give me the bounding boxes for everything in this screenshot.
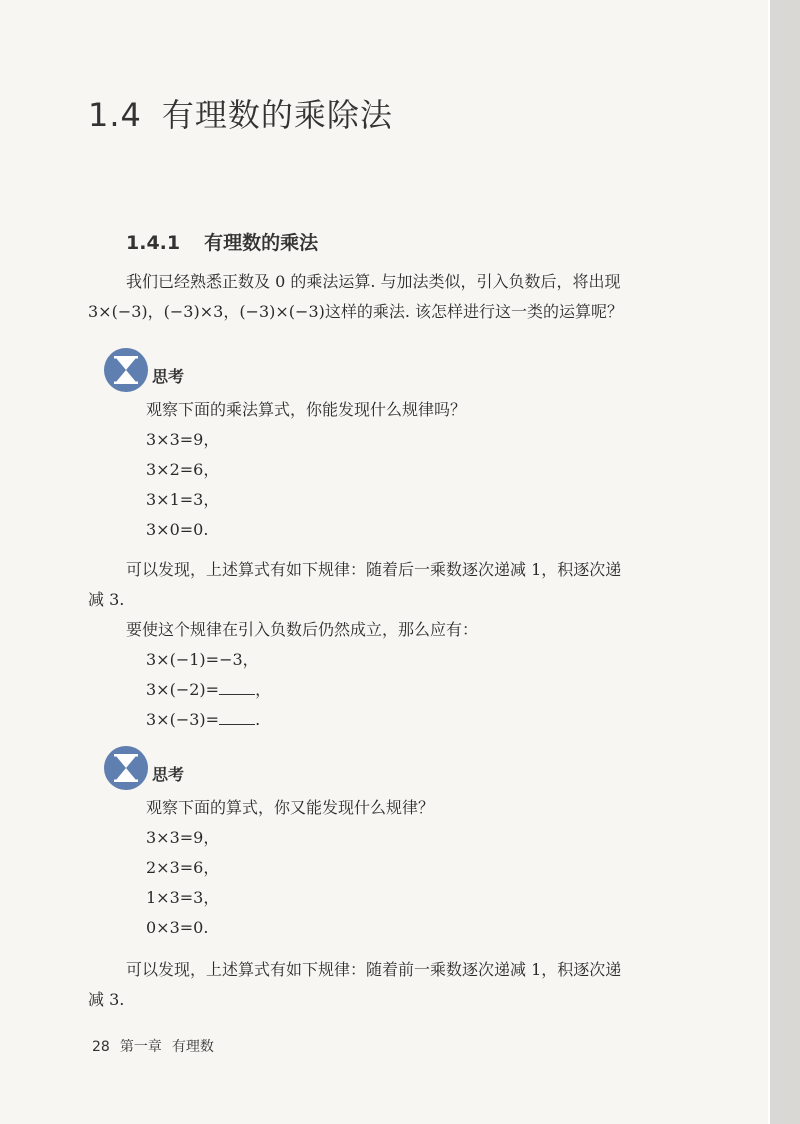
section-title (88, 90, 393, 136)
discovery1-line-2: 减 3. (88, 590, 125, 609)
subsection-title (126, 228, 318, 255)
think2-eq-3: 1×3=3， (146, 888, 220, 907)
section-title-text: 有理数的乘除法 (161, 96, 393, 134)
chapter-label: 第一章 (119, 1039, 162, 1055)
extend-eq-3-prefix: 3×(−3)= (146, 710, 220, 729)
think2-eq-2: 2×3=6， (146, 858, 220, 877)
discovery1-line-1: 可以发现，上述算式有如下规律：随着后一乘数逐次递减 1，积逐次递 (126, 560, 622, 579)
section-number: 1.4 (88, 96, 142, 134)
extend-eq-3-suffix: . (255, 710, 261, 729)
chapter-title: 有理数 (171, 1039, 214, 1055)
answer-blank[interactable] (219, 708, 255, 725)
think-label-1: 思考 (152, 367, 185, 386)
extend-eq-2 (146, 678, 271, 702)
think-icon (104, 348, 148, 392)
page-gutter (770, 0, 800, 1124)
think2-prompt: 观察下面的算式，你又能发现什么规律？ (146, 798, 435, 817)
extend-eq-1: 3×(−1)=−3， (146, 650, 259, 669)
page-footer (92, 1036, 224, 1056)
intro-line-1: 我们已经熟悉正数及 0 的乘法运算. 与加法类似，引入负数后，将出现 (126, 272, 621, 291)
think-label-2: 思考 (152, 765, 185, 784)
extend-eq-2-prefix: 3×(−2)= (146, 680, 220, 699)
answer-blank[interactable] (219, 678, 255, 695)
think-icon (104, 746, 148, 790)
extend-eq-2-suffix: ， (255, 680, 272, 699)
discovery2-line-1: 可以发现，上述算式有如下规律：随着前一乘数逐次递减 1，积逐次递 (126, 960, 622, 979)
think1-eq-1: 3×3=9， (146, 430, 220, 449)
subsection-title-text: 有理数的乘法 (204, 232, 319, 254)
extend-text: 要使这个规律在引入负数后仍然成立，那么应有： (126, 620, 479, 639)
extend-eq-3 (146, 708, 260, 732)
page-number: 28 (92, 1039, 110, 1055)
think1-eq-3: 3×1=3， (146, 490, 220, 509)
think1-prompt: 观察下面的乘法算式，你能发现什么规律吗？ (146, 400, 467, 419)
subsection-number: 1.4.1 (126, 232, 181, 254)
think2-eq-4: 0×3=0. (146, 918, 209, 937)
think1-eq-4: 3×0=0. (146, 520, 209, 539)
think2-eq-1: 3×3=9， (146, 828, 220, 847)
discovery2-line-2: 减 3. (88, 990, 125, 1009)
think1-eq-2: 3×2=6， (146, 460, 220, 479)
intro-line-2: 3×(−3)，(−3)×3，(−3)×(−3)这样的乘法. 该怎样进行这一类的运算呢？ (88, 302, 624, 321)
